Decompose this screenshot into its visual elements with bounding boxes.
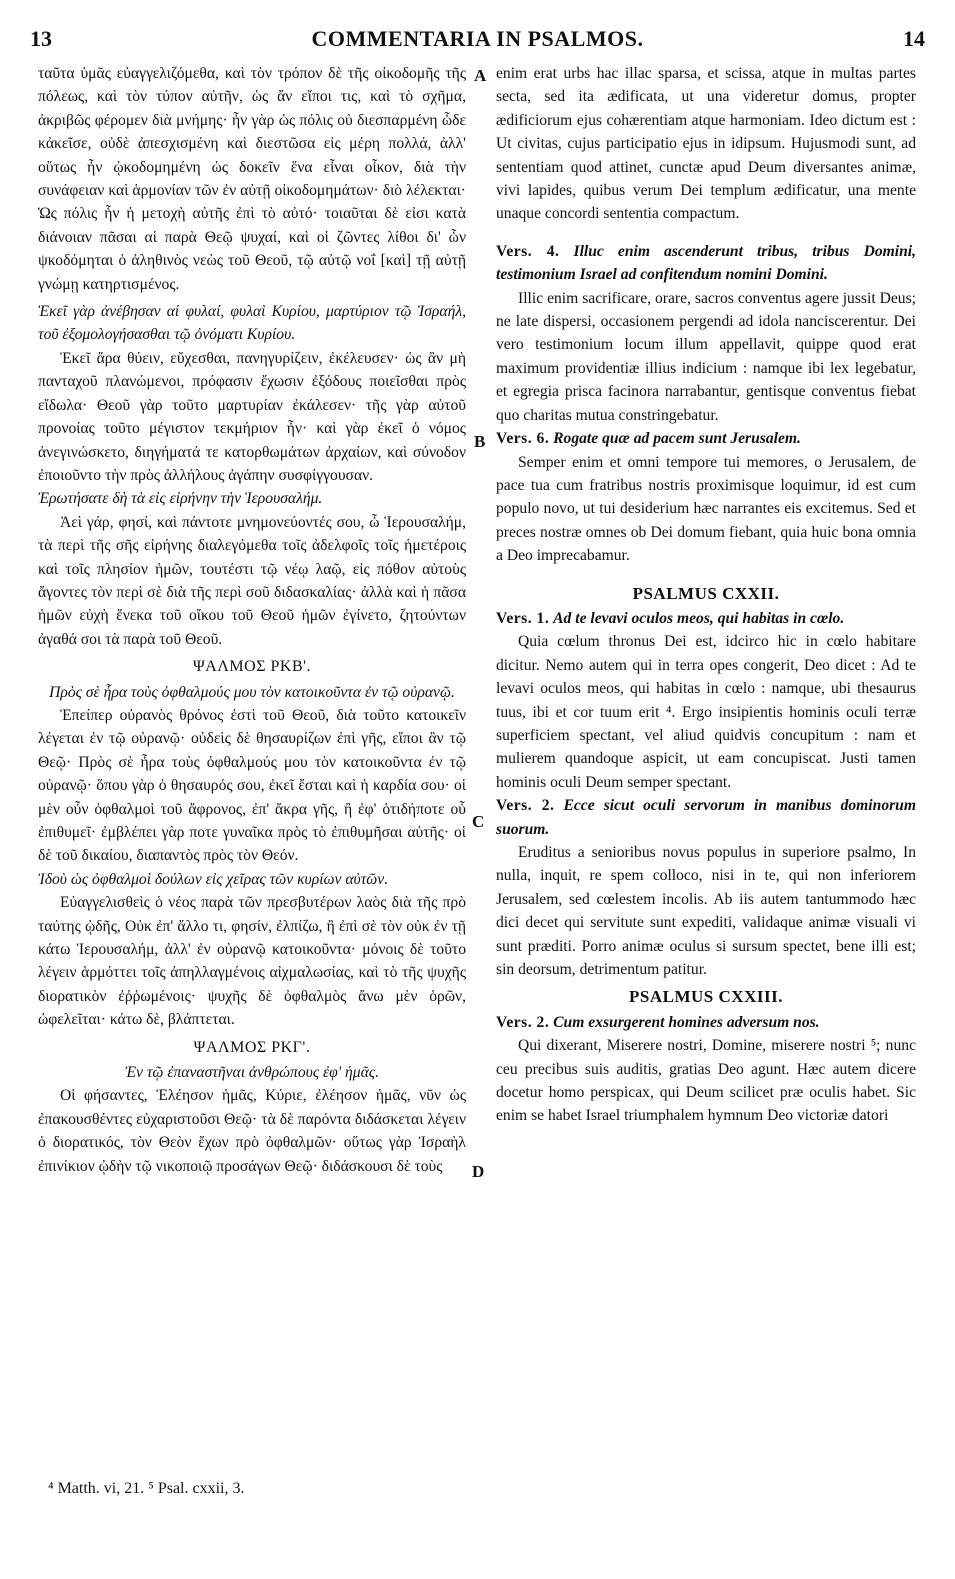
greek-psalm-heading: ΨΑΛΜΟΣ ΡΚΓ'.	[193, 1038, 311, 1056]
greek-lemma: Ἐρωτήσατε δὴ τὰ εἰς εἰρήνην τὴν Ἱερουσαλήμ.	[38, 490, 323, 508]
verse-label: Vers. 1.	[496, 609, 550, 627]
verse-label: Vers. 2.	[496, 797, 555, 815]
latin-verse-lemma	[496, 427, 916, 450]
latin-paragraph: Eruditus a senioribus novus populus in superiore psalmo, In nulla, inquit, re spem colloco, nisi in te, qui non inferiorem Jerusalem, sed cœlestem incolis. Ab iis autem tantummodo hæc dici decet qui servitute sunt expediti, validaque animæ visuali vi sunt præditi. Porro animæ oculus si sursum spectet, bene illi est; sin deorsum, detrimentum patitur.	[496, 844, 916, 979]
greek-paragraph: Ἀεὶ γάρ, φησί, καὶ πάντοτε μνημονεύοντές σου, ὦ Ἱερουσαλήμ, τὰ περὶ τῆς σῆς εἰρήνης διαλεγόμεθα τοῖς ἀδελφοῖς τοῖς ἡμετέροις καὶ τοῖς πλησίον ἡμῶν, τουτέστι τῷ νέῳ λαῷ, εἰς πόθον αὐτοὺς ἄγοντες τὸν περὶ σὲ διὰ τῆς περὶ σοῦ διδασκαλίας· ἀλλὰ καὶ ἡ πᾶσα ἡμῶν εὐχὴ ἕνεκα τοῦ οἴκου τοῦ Θεοῦ ἡμῶν ἐγίνετο, ζητούντων ἀγαθά σοι τὰ παρὰ τοῦ Θεοῦ.	[38, 513, 466, 648]
greek-lemma: Ἰδοὺ ὡς ὀφθαλμοὶ δούλων εἰς χεῖρας τῶν κυρίων αὐτῶν.	[38, 870, 389, 888]
verse-label: Vers. 2.	[496, 1013, 550, 1031]
greek-paragraph: ταῦτα ὑμᾶς εὐαγγελιζόμεθα, καὶ τὸν τρόπον δὲ τῆς οἰκοδομῆς τῆς πόλεως, καὶ τὸν τύπον αὐτῆν, ὡς ἄν εἴποι τις, καὶ τὸ σχῆμα, ἀκριβῶς φέρομεν διὰ μνήμης· ἦν γὰρ ὡς πόλις οὐ διεσπαρμένη ὧδε κἀκεῖσε, οὐδὲ ἀπεσχισμένη καὶ διεστῶσα εἰς μέρη πολλά, ἀλλ' οὕτως ἦν ᾠκοδομημένη ὡς δοκεῖν ἕνα εἶναι οἶκον, διὰ τὴν συνάφειαν καὶ ἁρμονίαν τῶν ἐν αὐτῇ οἰκοδομημάτων· διὸ λέλεκται· Ὡς πόλις ἧν ἡ μετοχὴ αὐτῆς ἐπὶ τὸ αὐτό· τοιαῦται δὲ εἰσι κατὰ διάνοιαν πᾶσαι αἱ παρὰ Θεῷ ψυχαί, καὶ οἱ ζῶντες λίθοι δι' ὧν ψκοδόμηται ὁ ἀληθινὸς νεὼς τοῦ Θεοῦ, τῷ αὐτῷ νοΐ [καὶ] τῇ αὐτῇ γνώμῃ κατηρτισμένος.	[38, 65, 466, 293]
verse-text: Ecce sicut oculi servorum in manibus dominorum suorum.	[496, 797, 916, 838]
greek-psalm-heading: ΨΑΛΜΟΣ ΡΚΒ'.	[192, 658, 312, 676]
latin-paragraph: Illic enim sacrificare, orare, sacros conventus agere jussit Deus; ne late dispersi, occasionem pergendi ad idola nanciscerentur. Dei vero testimonium locum illum appellavit, quippe quod erat maximum providentiæ illius indicium : namque ibi lex legebatur, et egregia prisca facinora narrabantur, gentisque conventus fiebat quo charitas mutua constringebatur.	[496, 289, 916, 424]
page-number-left: 13	[30, 26, 52, 51]
greek-column	[38, 62, 466, 1178]
verse-text: Ad te levavi oculos meos, qui habitas in cœlo.	[553, 609, 845, 627]
greek-lemma: Πρὸς σὲ ἦρα τοὺς ὀφθαλμούς μου τὸν κατοικοῦντα ἐν τῷ οὐρανῷ.	[49, 683, 455, 701]
latin-column	[496, 62, 916, 1128]
greek-paragraph: Ἐκεῖ ἄρα θύειν, εὔχεσθαι, πανηγυρίζειν, ἐκέλευσεν· ὡς ἂν μὴ πανταχοῦ πλανώμενοι, πρόφασιν ἔχωσιν ἐξόδους ποιεῖσθαι πρὸς εἴδωλα· Θεοῦ γὰρ τοῦτο μαρτυρίαν ἐκάλεσεν· τῆς γὰρ αὐτοῦ προνοίας τοῦτο μέγιστον τεκμήριον ἦν· καὶ γὰρ ἐκεῖ ὁ νόμος ἀνεγινώσκετο, διηγήματά τε κατορθωμάτων ἀρχαίων, καὶ σύνοδον ἐποιοῦντο τὴν πρὸς ἀλλήλους ἀγάπην συσφίγγουσαν.	[38, 349, 466, 484]
latin-psalm-heading: PSALMUS CXXII.	[632, 583, 780, 603]
latin-verse-lemma	[496, 794, 916, 841]
latin-paragraph: Quia cœlum thronus Dei est, idcirco hic in cœlo habitare dicitur. Nemo autem qui in terra opes congerit, Deo dicet : Ad te levavi oculos meos, qui habitas in cœlo : namque, ubi thesaurus tuus, ibi et cor tuum erit ⁴. Ergo insipientis hominis oculi terræ superficiem spectant, vel aliud quidvis concupitum : nam et mulierem quandoque aspicit, ut eam concupiscat. Justi tamen hominis oculi Deum semper spectant.	[496, 633, 916, 791]
verse-label: Vers. 6.	[496, 430, 550, 448]
latin-verse-lemma	[496, 1011, 916, 1034]
verse-text: Cum exsurgerent homines adversum nos.	[553, 1013, 820, 1031]
greek-paragraph: Εὐαγγελισθεὶς ὁ νέος παρὰ τῶν πρεσβυτέρων λαὸς διὰ τῆς πρὸ ταύτης ᾠδῆς, Οὐκ ἐπ' ἄλλο τι, φησίν, ἐλπίζω, ἢ ἐπὶ σὲ τὸν οὐκ ἐν τῇ κάτω Ἱερουσαλήμ, ἀλλ' ἐν οὐρανῷ κατοικοῦντα· μόνοις δὲ τοῦτο λέγειν ἁρμόττει τοῖς ἀπηλλαγμένοις αἰχμαλωσίας, καὶ τὸ τῆς ψυχῆς διορατικὸν ἐῤῥωμένοις· ψυχῆς δὲ ὀφθαλμὸς ἄνω μὲν ὁρῶν, ὠφελεῖται· κάτω δὲ, βλάπτεται.	[38, 894, 466, 1029]
verse-label: Vers. 4.	[496, 242, 560, 260]
running-title: COMMENTARIA IN PSALMOS.	[311, 26, 644, 51]
latin-psalm-heading: PSALMUS CXXIII.	[629, 987, 783, 1007]
verse-text: Illuc enim ascenderunt tribus, tribus Domini, testimonium Israel ad confitendum nomini Domini.	[496, 242, 917, 284]
margin-letter-d: D	[472, 1162, 485, 1181]
margin-letter-b: B	[474, 432, 486, 451]
latin-paragraph: Semper enim et omni tempore tui memores, o Jerusalem, de pace tua cum fratribus nostris proximisque loquimur, id est cum populo novo, ut tui desiderium hæc narrantes eis excitemus. Sed et preces nostræ omnes ob Dei domum fiebant, quia huic bona omnia a Deo imprecabamur.	[496, 453, 916, 565]
greek-paragraph: Ἐπείπερ οὐρανὸς θρόνος ἐστὶ τοῦ Θεοῦ, διὰ τοῦτο κατοικεῖν λέγεται ἐν τῷ οὐρανῷ· οὐδεὶς δὲ θησαυρίζων ἐπὶ γῆς, εἴποι ἂν τῷ Θεῷ· Πρὸς σὲ ἦρα τοὺς ὀφθαλμούς μου τὸν κατοικοῦντα ἐν τῷ οὐρανῷ· ὅπου γὰρ ὁ θησαυρός σου, ἐκεῖ ἔσται καὶ ἡ καρδία σου· οἱ μὲν οὖν ὀφθαλμοὶ τοῦ ἄφρονος, ἐπ' ἄκρα γῆς, ἢ ἐφ' ὁτιδήποτε οὗ ἐπιθυμεῖ· ἐμβλέπει γὰρ ποτε γυναῖκα πρὸς τὸ ἐπιθυμῆσαι αὐτῆς· οἱ δὲ τοῦ δικαίου, διαπαντὸς πρὸς τὸν Θεόν.	[38, 706, 466, 865]
latin-paragraph: Qui dixerant, Miserere nostri, Domine, miserere nostri ⁵; nunc ceu precibus suis auditis, gratias Deo agunt. Hæc autem dicere docetur homo perspicax, qui Deum scilicet præ oculis habet. Sic enim se habet Israel triumphalem hymnum Deo victoriæ datori	[496, 1037, 916, 1125]
margin-letter-a: A	[474, 66, 487, 85]
page-number-right: 14	[903, 26, 925, 51]
greek-lemma: Ἐν τῷ ἐπαναστῆναι ἀνθρώπους ἐφ' ἡμᾶς.	[124, 1064, 380, 1082]
margin-letter-c: C	[472, 812, 485, 831]
latin-verse-lemma	[496, 240, 916, 287]
latin-verse-lemma	[496, 607, 916, 630]
greek-paragraph: Οἱ φήσαντες, Ἐλέησον ἡμᾶς, Κύριε, ἐλέησον ἡμᾶς, νῦν ὡς ἐπακουσθέντες εὐχαριστοῦσι Θεῷ· τὰ δὲ παρόντα διδάσκεται λέγειν ὁ διορατικός, τὸν Θεὸν ἔχων πρὸ ὀφθαλμῶν· οὕτως γὰρ Ἰσραὴλ ἐπινίκιον ᾠδὴν τῷ νικοποιῷ προσάγων Θεῷ· διδάσκουσι δὲ τοὺς	[38, 1087, 466, 1175]
greek-lemma: Ἐκεῖ γὰρ ἀνέβησαν αἱ φυλαί, φυλαὶ Κυρίου, μαρτύριον τῷ Ἰσραήλ, τοῦ ἐξομολογήσασθαι τῷ ὀνόματι Κυρίου.	[38, 303, 466, 344]
footnotes: ⁴ Matth. vi, 21. ⁵ Psal. cxxii, 3.	[48, 1480, 245, 1497]
running-header	[0, 26, 955, 56]
verse-text: Rogate quæ ad pacem sunt Jerusalem.	[553, 430, 801, 448]
latin-paragraph: enim erat urbs hac illac sparsa, et scissa, atque in multas partes secta, sed ita ædificata, ut una videretur domus, propter ædificiorum ejus cohærentiam atque harmoniam. Ideo dictum est : Ut civitas, cujus participatio ejus in idipsum. Hujusmodi sunt, ad sententiam quod attinet, cunctæ apud Deum diversantes animæ, vivi lapides, quibus verum Dei templum ædificatur, una mente unaque concordi sententia compactum.	[496, 65, 916, 223]
